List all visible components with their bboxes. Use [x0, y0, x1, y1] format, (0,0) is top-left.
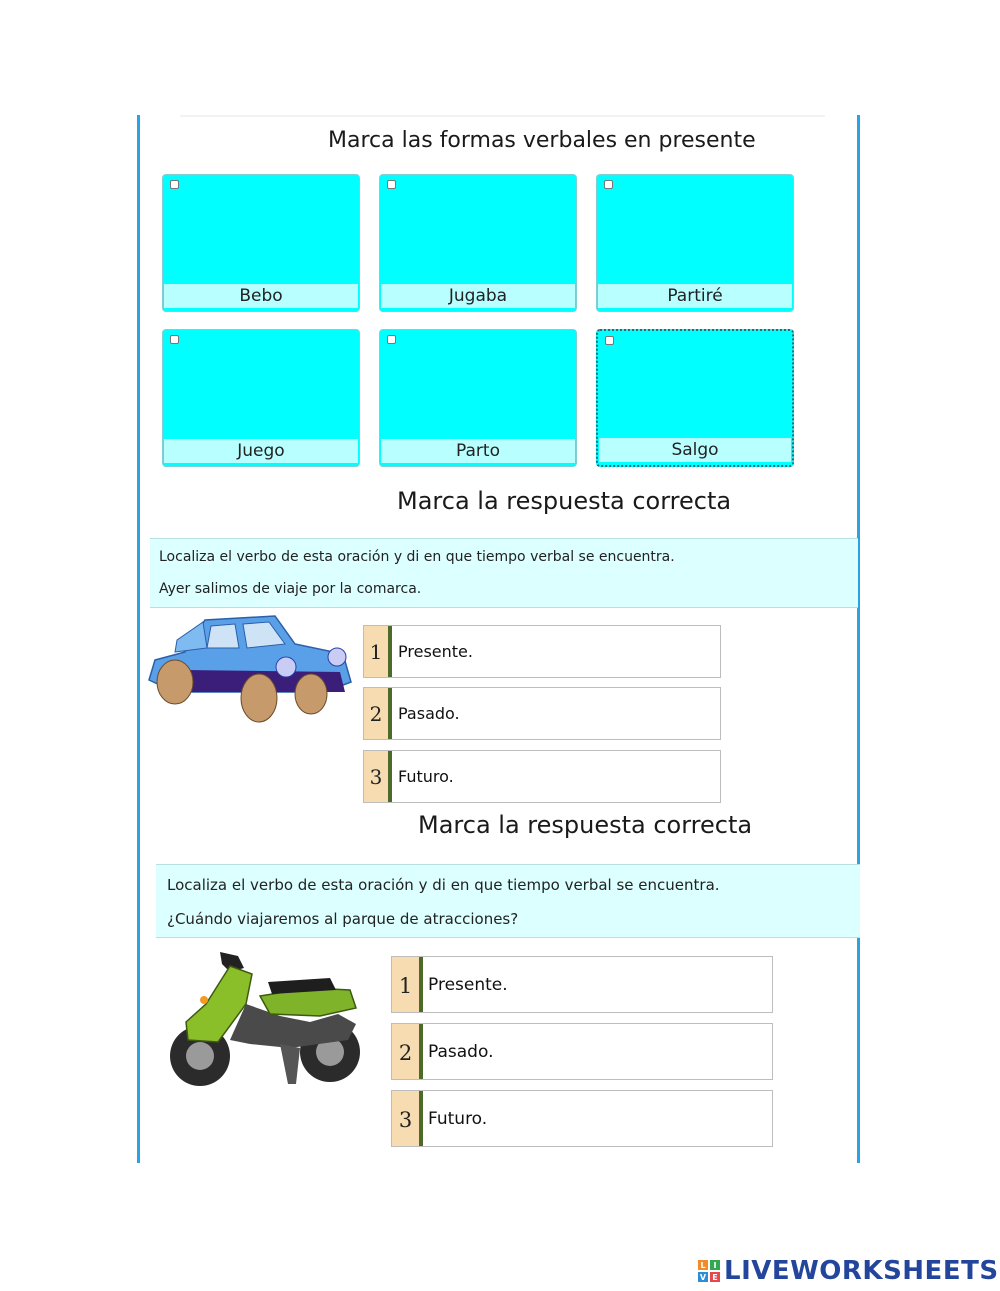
option-number: 3: [392, 1091, 423, 1146]
tile-checkbox[interactable]: [605, 336, 614, 345]
option-number: 2: [364, 688, 392, 739]
answer-tile-jugaba[interactable]: [379, 174, 577, 312]
motor-scooter-photo: [160, 944, 372, 1094]
question-instruction: Localiza el verbo de esta oración y di en que tiempo verbal se encuentra.: [167, 876, 720, 894]
liveworksheets-brand: [698, 1256, 999, 1286]
answer-tile-salgo[interactable]: [596, 329, 794, 467]
option-presente[interactable]: [363, 625, 721, 678]
tile-checkbox[interactable]: [604, 180, 613, 189]
option-presente[interactable]: [391, 956, 773, 1013]
option-number: 2: [392, 1024, 423, 1079]
question-sentence: Ayer salimos de viaje por la comarca.: [159, 581, 422, 597]
option-label: Presente.: [428, 975, 508, 995]
section3-heading: Marca la respuesta correcta: [418, 811, 753, 839]
question-instruction: Localiza el verbo de esta oración y di en que tiempo verbal se encuentra.: [159, 549, 675, 565]
tile-checkbox[interactable]: [170, 180, 179, 189]
liveworksheets-logo-icon: [698, 1260, 720, 1282]
option-label: Futuro.: [398, 767, 454, 786]
svg-text:I: I: [713, 1261, 717, 1270]
svg-text:L: L: [700, 1261, 706, 1270]
option-label: Pasado.: [398, 704, 460, 723]
tile-label: Jugaba: [381, 284, 575, 308]
tile-checkbox[interactable]: [170, 335, 179, 344]
option-futuro[interactable]: [391, 1090, 773, 1147]
answer-tile-bebo[interactable]: [162, 174, 360, 312]
section2-heading: Marca la respuesta correcta: [397, 487, 732, 515]
tile-label: Juego: [164, 439, 358, 463]
option-pasado[interactable]: [391, 1023, 773, 1080]
brand-wordmark: LIVEWORKSHEETS: [724, 1256, 999, 1286]
option-label: Pasado.: [428, 1042, 494, 1062]
option-number: 1: [392, 957, 423, 1012]
tile-checkbox[interactable]: [387, 180, 396, 189]
option-label: Presente.: [398, 642, 473, 661]
tile-label: Bebo: [164, 284, 358, 308]
option-label: Futuro.: [428, 1109, 488, 1129]
question-box: [156, 864, 860, 938]
tile-label: Salgo: [599, 438, 791, 462]
answer-tile-partire[interactable]: [596, 174, 794, 312]
car-illustration: [145, 612, 355, 727]
question-box: [150, 538, 858, 608]
svg-text:E: E: [712, 1273, 718, 1282]
option-futuro[interactable]: [363, 750, 721, 803]
tile-label: Parto: [381, 439, 575, 463]
section1-heading: Marca las formas verbales en presente: [328, 128, 756, 153]
answer-tile-parto[interactable]: [379, 329, 577, 467]
tile-label: Partiré: [598, 284, 792, 308]
question-sentence: ¿Cuándo viajaremos al parque de atracciones?: [167, 910, 519, 928]
option-number: 1: [364, 626, 392, 677]
tile-checkbox[interactable]: [387, 335, 396, 344]
option-pasado[interactable]: [363, 687, 721, 740]
option-number: 3: [364, 751, 392, 802]
top-divider: [180, 115, 825, 117]
answer-tile-juego[interactable]: [162, 329, 360, 467]
svg-text:V: V: [699, 1273, 707, 1282]
